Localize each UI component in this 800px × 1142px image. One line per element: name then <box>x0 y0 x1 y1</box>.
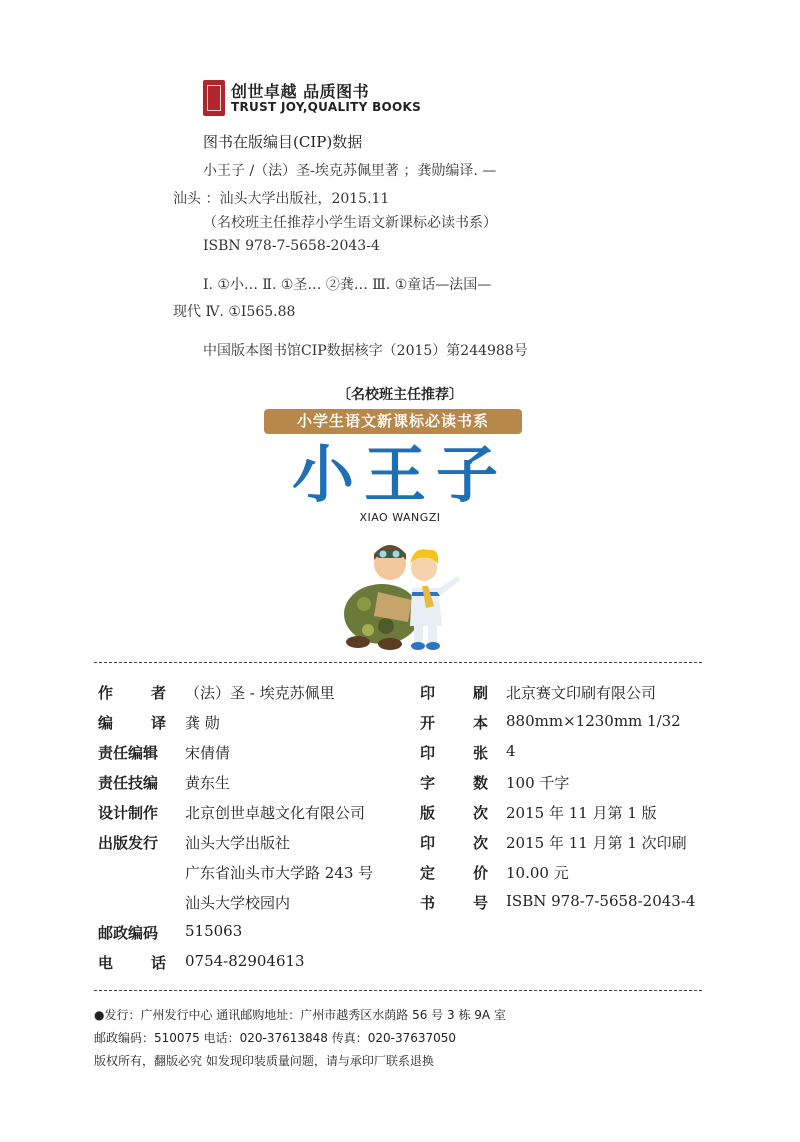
book-title: 小王子 <box>291 438 508 511</box>
cip-line: ISBN 978-7-5658-2043-4 <box>203 238 380 254</box>
footer-distribution: ●发行：广州发行中心 通讯邮购地址：广州市越秀区水荫路 56 号 3 栋 9A 室 <box>94 1008 506 1022</box>
value-word-count: 100 千字 <box>506 774 570 792</box>
cip-line: 中国版本图书馆CIP数据核字（2015）第244988号 <box>203 343 528 359</box>
series-banner: 小学生语文新课标必读书系 <box>264 409 522 434</box>
footer-copyright: 版权所有，翻版必究 如发现印装质量问题，请与承印厂联系退换 <box>94 1054 434 1068</box>
value-tech-editor: 黄东生 <box>185 774 231 792</box>
value-translator: 龚 勋 <box>185 714 220 732</box>
value-isbn: ISBN 978-7-5658-2043-4 <box>506 892 696 910</box>
label-isbn: 书 号 <box>420 894 488 912</box>
cip-line: 小王子 /（法）圣-埃克苏佩里著 ；龚勋编译. — <box>203 163 497 179</box>
separator-bottom <box>94 990 702 991</box>
value-address-2: 汕头大学校园内 <box>185 894 291 912</box>
value-postcode: 515063 <box>185 922 243 940</box>
cip-line: 现代 Ⅳ. ①I565.88 <box>173 304 296 320</box>
label-tech-editor: 责任技编 <box>98 774 159 792</box>
cip-title: 图书在版编目(CIP)数据 <box>203 133 363 151</box>
label-editor: 责任编辑 <box>98 744 159 762</box>
cip-line: （名校班主任推荐小学生语文新课标必读书系） <box>203 215 497 231</box>
label-author: 作 者 <box>98 684 166 702</box>
footer-contact: 邮政编码：510075 电话：020-37613848 传真：020-37637050 <box>94 1031 457 1045</box>
label-edition: 版 次 <box>420 804 488 822</box>
value-printing: 2015 年 11 月第 1 次印刷 <box>506 834 687 852</box>
label-price: 定 价 <box>420 864 488 882</box>
label-printing: 印 次 <box>420 834 488 852</box>
publisher-logo <box>203 80 422 120</box>
cip-line: 汕头 ：汕头大学出版社，2015.11 <box>173 191 390 207</box>
value-publisher: 汕头大学出版社 <box>185 834 291 852</box>
value-edition: 2015 年 11 月第 1 版 <box>506 804 657 822</box>
recommend-tag: 〔名校班主任推荐〕 <box>337 387 463 403</box>
label-format: 开 本 <box>420 714 488 732</box>
value-format: 880mm×1230mm 1/32 <box>506 712 681 730</box>
book-pinyin: XIAO WANGZI <box>359 511 441 524</box>
value-address: 广东省汕头市大学路 243 号 <box>185 864 374 882</box>
separator-top <box>94 662 702 663</box>
logo-text-cn: 创世卓越 品质图书 <box>231 82 370 101</box>
value-price: 10.00 元 <box>506 864 569 882</box>
logo-text-en: TRUST JOY,QUALITY BOOKS <box>231 100 422 114</box>
label-translator: 编 译 <box>98 714 166 732</box>
little-prince-illustration <box>338 530 462 654</box>
label-word-count: 字 数 <box>420 774 488 792</box>
value-sheets: 4 <box>506 742 516 760</box>
value-printer: 北京赛文印刷有限公司 <box>506 684 657 702</box>
cip-line: Ⅰ. ①小… Ⅱ. ①圣… ②龚… Ⅲ. ①童话—法国— <box>203 277 492 293</box>
label-publisher: 出版发行 <box>98 834 159 852</box>
value-editor: 宋倩倩 <box>185 744 231 762</box>
label-design: 设计制作 <box>98 804 159 822</box>
label-sheets: 印 张 <box>420 744 488 762</box>
seal-icon <box>203 80 225 116</box>
label-postcode: 邮政编码 <box>98 924 159 942</box>
value-design: 北京创世卓越文化有限公司 <box>185 804 366 822</box>
value-phone: 0754-82904613 <box>185 952 305 970</box>
value-author: （法）圣 - 埃克苏佩里 <box>185 684 335 702</box>
label-printer: 印 刷 <box>420 684 488 702</box>
label-phone: 电 话 <box>98 954 166 972</box>
